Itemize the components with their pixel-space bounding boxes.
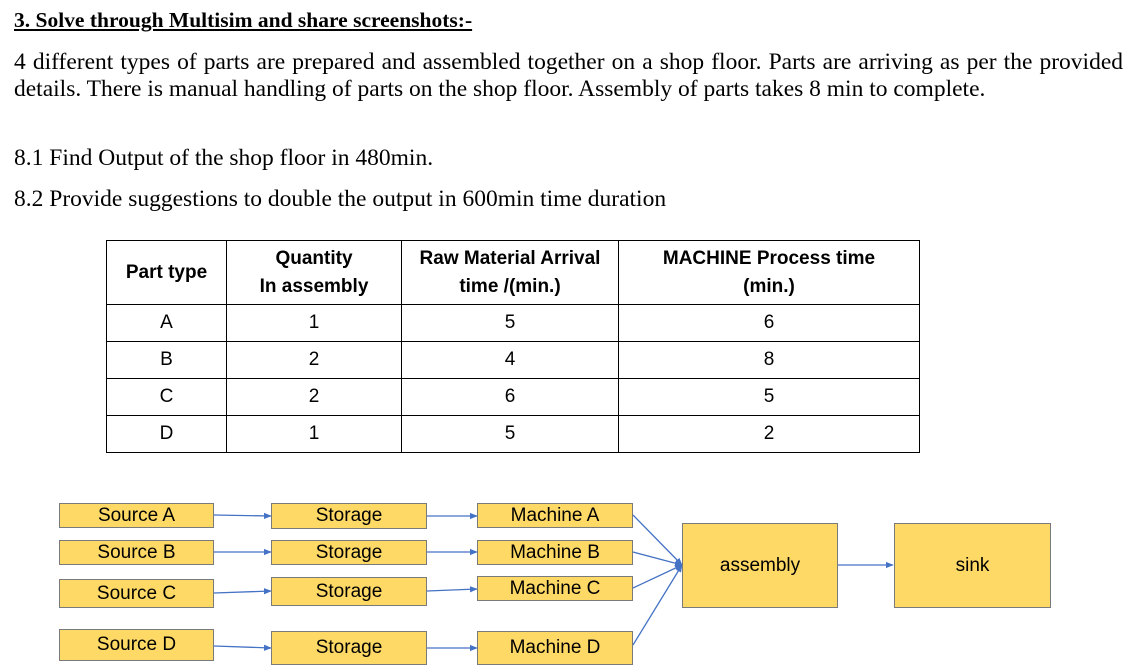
cell-part: C (107, 379, 227, 416)
source-b-box: Source B (59, 540, 214, 565)
cell-process: 8 (619, 342, 920, 379)
cell-part: A (107, 305, 227, 342)
cell-process: 2 (619, 416, 920, 453)
cell-qty: 2 (227, 342, 402, 379)
storage-b-box: Storage (271, 540, 427, 565)
storage-a-box: Storage (271, 503, 427, 529)
header-quantity: Quantity In assembly (227, 241, 402, 305)
assembly-box: assembly (682, 523, 838, 608)
cell-qty: 1 (227, 416, 402, 453)
arrow-machine-b-assembly (633, 552, 682, 565)
machine-d-box: Machine D (477, 631, 633, 665)
source-d-box: Source D (59, 629, 214, 661)
arrow-source-a-storage (214, 515, 271, 516)
sink-box: sink (894, 523, 1051, 608)
cell-qty: 1 (227, 305, 402, 342)
section-heading: 3. Solve through Multisim and share screenshots:- (14, 8, 473, 32)
question-8-2: 8.2 Provide suggestions to double the output in 600min time duration (14, 186, 667, 212)
problem-description: 4 different types of parts are prepared and assembled together on a shop floor. Parts are arriving as per the provided details. There is manual handling of parts on the shop floor. Assembly of parts takes 8 min to complete. (14, 49, 1123, 102)
header-part-type: Part type (107, 241, 227, 305)
machine-a-box: Machine A (477, 503, 633, 528)
cell-part: B (107, 342, 227, 379)
storage-c-box: Storage (271, 577, 427, 606)
storage-d-box: Storage (271, 631, 427, 665)
arrow-source-d-storage (214, 646, 271, 648)
cell-arrival: 4 (402, 342, 619, 379)
source-c-box: Source C (59, 579, 214, 608)
arrow-machine-a-assembly (633, 515, 682, 565)
arrow-source-c-storage (214, 591, 271, 593)
source-a-box: Source A (59, 503, 214, 528)
machine-b-box: Machine B (477, 540, 633, 565)
cell-arrival: 5 (402, 305, 619, 342)
cell-qty: 2 (227, 379, 402, 416)
cell-process: 6 (619, 305, 920, 342)
question-8-1: 8.1 Find Output of the shop floor in 480min. (14, 145, 434, 171)
cell-process: 5 (619, 379, 920, 416)
machine-c-box: Machine C (477, 576, 633, 601)
cell-part: D (107, 416, 227, 453)
arrow-storage-machine-c (427, 589, 477, 591)
cell-arrival: 6 (402, 379, 619, 416)
header-process-time: MACHINE Process time (min.) (619, 241, 920, 305)
cell-arrival: 5 (402, 416, 619, 453)
header-arrival-time: Raw Material Arrival time /(min.) (402, 241, 619, 305)
